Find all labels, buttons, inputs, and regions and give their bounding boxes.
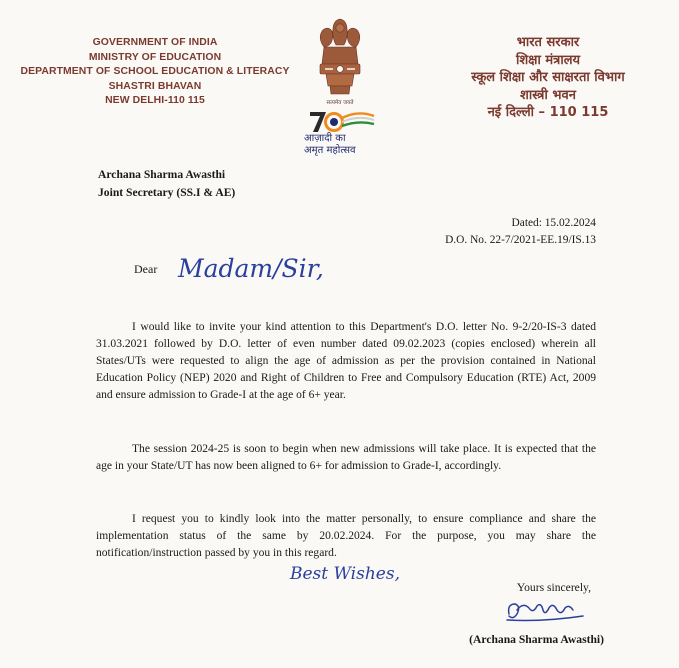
date-reference-block	[445, 215, 596, 249]
handwritten-salutation-text: Madam/Sir,	[178, 254, 324, 283]
letter-date: Dated: 15.02.2024	[511, 217, 596, 229]
azadi-logo-line: आज़ादी का	[304, 133, 346, 144]
header-hindi	[417, 34, 679, 122]
header-line: शास्त्री भवन	[520, 87, 576, 103]
header-line: DEPARTMENT OF SCHOOL EDUCATION & LITERACY	[20, 66, 290, 77]
header-line: स्कूल शिक्षा और साक्षरता विभाग	[471, 70, 625, 85]
body-paragraph-3: I request you to kindly look into the matter personally, to ensure compliance and share the implementation status of the same by 20.02.2024. For the purpose, you may share the notification/instruction passed by you in this regard.	[96, 513, 596, 559]
header-line: नई दिल्ली – 110 115	[487, 105, 609, 120]
azadi-logo-text	[304, 133, 386, 156]
sender-designation: Joint Secretary (SS.I & AE)	[98, 186, 236, 199]
header-line: SHASTRI BHAVAN	[108, 80, 202, 92]
body-paragraph-2: The session 2024-25 is soon to begin when new admissions will take place. It is expected that the age in your State/UT has now been aligned to 6+ for admission to Grade-I, accordingly.	[96, 443, 596, 472]
sender-block	[98, 166, 235, 202]
body-paragraph-1: I would like to invite your kind attention to this Department's D.O. letter No. 9-2/20-IS-3 dated 31.03.2021 followed by D.O. letter of even number dated 09.02.2023 (copies enclosed) wherein all States/UTs were requested to align the age of admission as per the provision contained in National Education Policy (NEP) 2020 and Right of Children to Free and Compulsory Education (RTE) Act, 2009 and ensure admission to Grade-I at the age of 6+ year.	[96, 321, 596, 401]
header-line: GOVERNMENT OF INDIA	[92, 37, 218, 48]
azadi-logo-line: अमृत महोत्सव	[304, 144, 356, 156]
handwritten-salutation	[176, 249, 326, 289]
signatory-name: (Archana Sharma Awasthi)	[469, 633, 604, 646]
national-emblem-icon	[312, 14, 368, 106]
header-line: शिक्षा मंत्रालय	[515, 52, 581, 68]
emblem-motto: सत्यमेव जयते	[326, 100, 354, 106]
sender-name: Archana Sharma Awasthi	[98, 168, 226, 181]
handwritten-best-wishes	[288, 558, 438, 588]
header-english	[0, 36, 310, 109]
do-number: D.O. No. 22-7/2021-EE.19/IS.13	[445, 234, 596, 246]
best-wishes-text: Best Wishes,	[290, 564, 400, 584]
salutation: Dear	[134, 262, 158, 276]
signature-icon	[503, 592, 593, 632]
header-line: भारत सरकार	[516, 35, 580, 50]
header-line: NEW DELHI-110 115	[105, 95, 205, 106]
closing-text: Yours sincerely,	[516, 581, 591, 594]
header-line: MINISTRY OF EDUCATION	[88, 51, 222, 63]
